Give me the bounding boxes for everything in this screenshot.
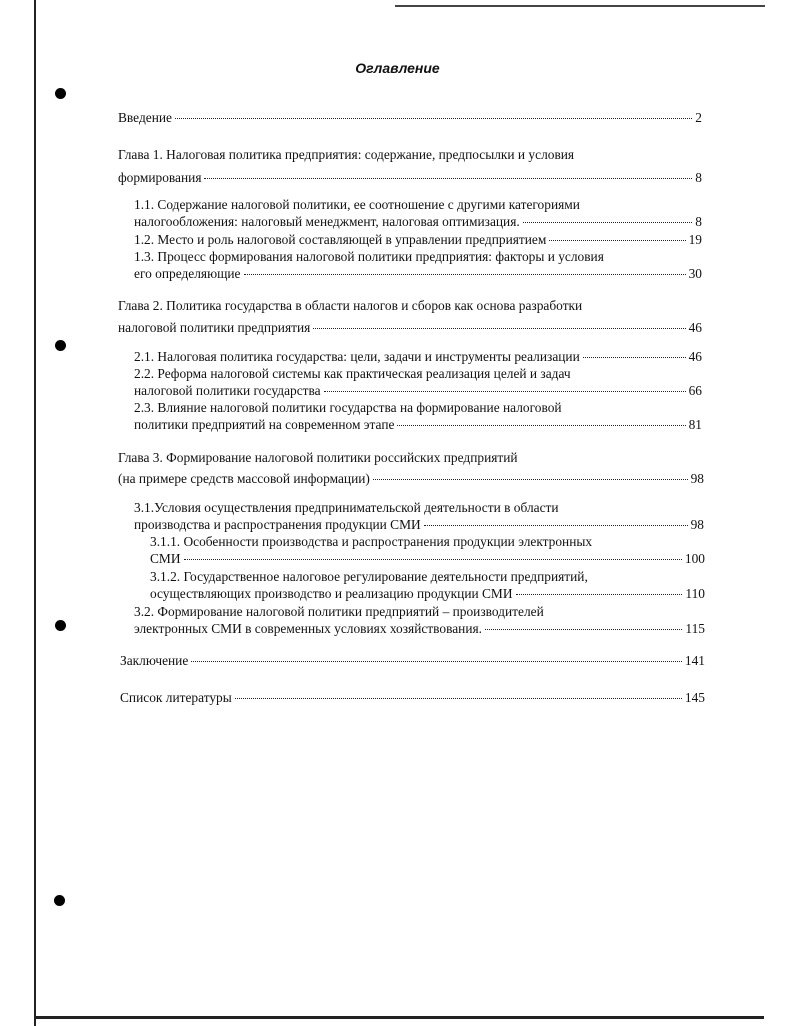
punch-hole: [54, 895, 65, 906]
section-3-2-line1: 3.2. Формирование налоговой политики предприятий – производителей: [134, 604, 544, 619]
toc-entry-text: Заключение: [120, 653, 189, 668]
toc-entry-text: производства и распространения продукции СМИ: [134, 517, 421, 532]
toc-page-number: 100: [684, 551, 705, 566]
toc-entry-text: Список литературы: [120, 690, 232, 705]
toc-entry-text: формирования: [118, 170, 202, 185]
toc-page-number: 110: [685, 586, 705, 601]
toc-entry-text: 1.2. Место и роль налоговой составляющей в управлении предприятием: [134, 232, 547, 247]
toc-entry-text: налоговой политики государства: [134, 383, 321, 398]
chapter-3-title-line1: Глава 3. Формирование налоговой политики российских предприятий: [118, 450, 518, 465]
toc-page-number: 81: [688, 417, 702, 432]
leader-dots: [583, 357, 686, 358]
toc-page-number: 98: [690, 517, 704, 532]
toc-entry-references: [120, 690, 705, 706]
leader-dots: [549, 240, 685, 241]
toc-entry-section-2-2: [134, 383, 702, 399]
toc-page-number: 141: [684, 653, 705, 668]
section-3-1-2-line1: 3.1.2. Государственное налоговое регулирование деятельности предприятий,: [150, 569, 588, 584]
toc-page-number: 8: [695, 170, 702, 185]
toc-entry-text: электронных СМИ в современных условиях хозяйствования.: [134, 621, 483, 636]
leader-dots: [516, 594, 683, 595]
leader-dots: [313, 328, 685, 329]
toc-page-number: 98: [690, 471, 704, 486]
punch-hole: [55, 340, 66, 351]
page-title: Оглавление: [355, 60, 440, 76]
toc-entry-section-3-2: [134, 621, 705, 637]
toc-page-number: 2: [695, 110, 702, 125]
punch-hole: [55, 620, 66, 631]
toc-entry-text: политики предприятий на современном этапе: [134, 417, 395, 432]
toc-entry-section-1-3: [134, 266, 702, 282]
toc-entry-text: налоговой политики предприятия: [118, 320, 311, 335]
toc-page-number: 66: [688, 383, 702, 398]
toc-entry-text: осуществляющих производство и реализацию продукции СМИ: [150, 586, 513, 601]
scan-edge-left: [34, 0, 36, 1026]
section-2-3-line1: 2.3. Влияние налоговой политики государства на формирование налоговой: [134, 400, 562, 415]
toc-entry-chapter-3: [118, 471, 704, 487]
section-2-2-line1: 2.2. Реформа налоговой системы как практическая реализация целей и задач: [134, 366, 571, 381]
toc-entry-chapter-1: [118, 170, 702, 186]
leader-dots: [244, 274, 686, 275]
leader-dots: [175, 118, 692, 119]
section-3-1-line1: 3.1.Условия осуществления предпринимательской деятельности в области: [134, 500, 559, 515]
toc-page-number: 19: [688, 232, 702, 247]
chapter-1-title-line1: Глава 1. Налоговая политика предприятия: содержание, предпосылки и условия: [118, 147, 575, 162]
section-1-1-line1: 1.1. Содержание налоговой политики, ее соотношение с другими категориями: [134, 197, 580, 212]
toc-entry-section-2-1: [134, 349, 702, 365]
toc-entry-section-1-2: [134, 232, 702, 248]
toc-entry-text: 2.1. Налоговая политика государства: цели, задачи и инструменты реализации: [134, 349, 580, 364]
leader-dots: [523, 222, 693, 223]
toc-entry-section-3-1-2: [150, 586, 705, 602]
leader-dots: [324, 391, 686, 392]
leader-dots: [373, 479, 688, 480]
leader-dots: [235, 698, 682, 699]
section-1-3-line1: 1.3. Процесс формирования налоговой политики предприятия: факторы и условия: [134, 249, 604, 264]
leader-dots: [204, 178, 692, 179]
section-3-1-1-line1: 3.1.1. Особенности производства и распространения продукции электронных: [150, 534, 593, 549]
toc-entry-section-1-1: [134, 214, 702, 230]
chapter-2-title-line1: Глава 2. Политика государства в области налогов и сборов как основа разработки: [118, 298, 583, 313]
toc-entry-section-3-1-1: [150, 551, 705, 567]
leader-dots: [184, 559, 682, 560]
toc-entry-chapter-2: [118, 320, 702, 336]
scan-edge-top: [395, 5, 765, 7]
toc-page-number: 30: [688, 266, 702, 281]
punch-hole: [55, 88, 66, 99]
toc-page-number: 46: [688, 349, 702, 364]
toc-entry-section-2-3: [134, 417, 702, 433]
leader-dots: [191, 661, 682, 662]
toc-entry-text: его определяющие: [134, 266, 241, 281]
toc-entry-text: Введение: [118, 110, 172, 125]
toc-entry-conclusion: [120, 653, 705, 669]
toc-entry-text: налогообложения: налоговый менеджмент, налоговая оптимизация.: [134, 214, 520, 229]
leader-dots: [485, 629, 682, 630]
toc-page-number: 8: [695, 214, 702, 229]
leader-dots: [424, 525, 688, 526]
toc-page-number: 145: [684, 690, 705, 705]
toc-page-number: 46: [688, 320, 702, 335]
leader-dots: [397, 425, 685, 426]
toc-entry-intro: [118, 110, 702, 126]
toc-entry-text: СМИ: [150, 551, 181, 566]
toc-page-number: 115: [685, 621, 705, 636]
scan-edge-bottom: [34, 1016, 764, 1019]
toc-entry-text: (на примере средств массовой информации): [118, 471, 370, 486]
toc-entry-section-3-1: [134, 517, 704, 533]
